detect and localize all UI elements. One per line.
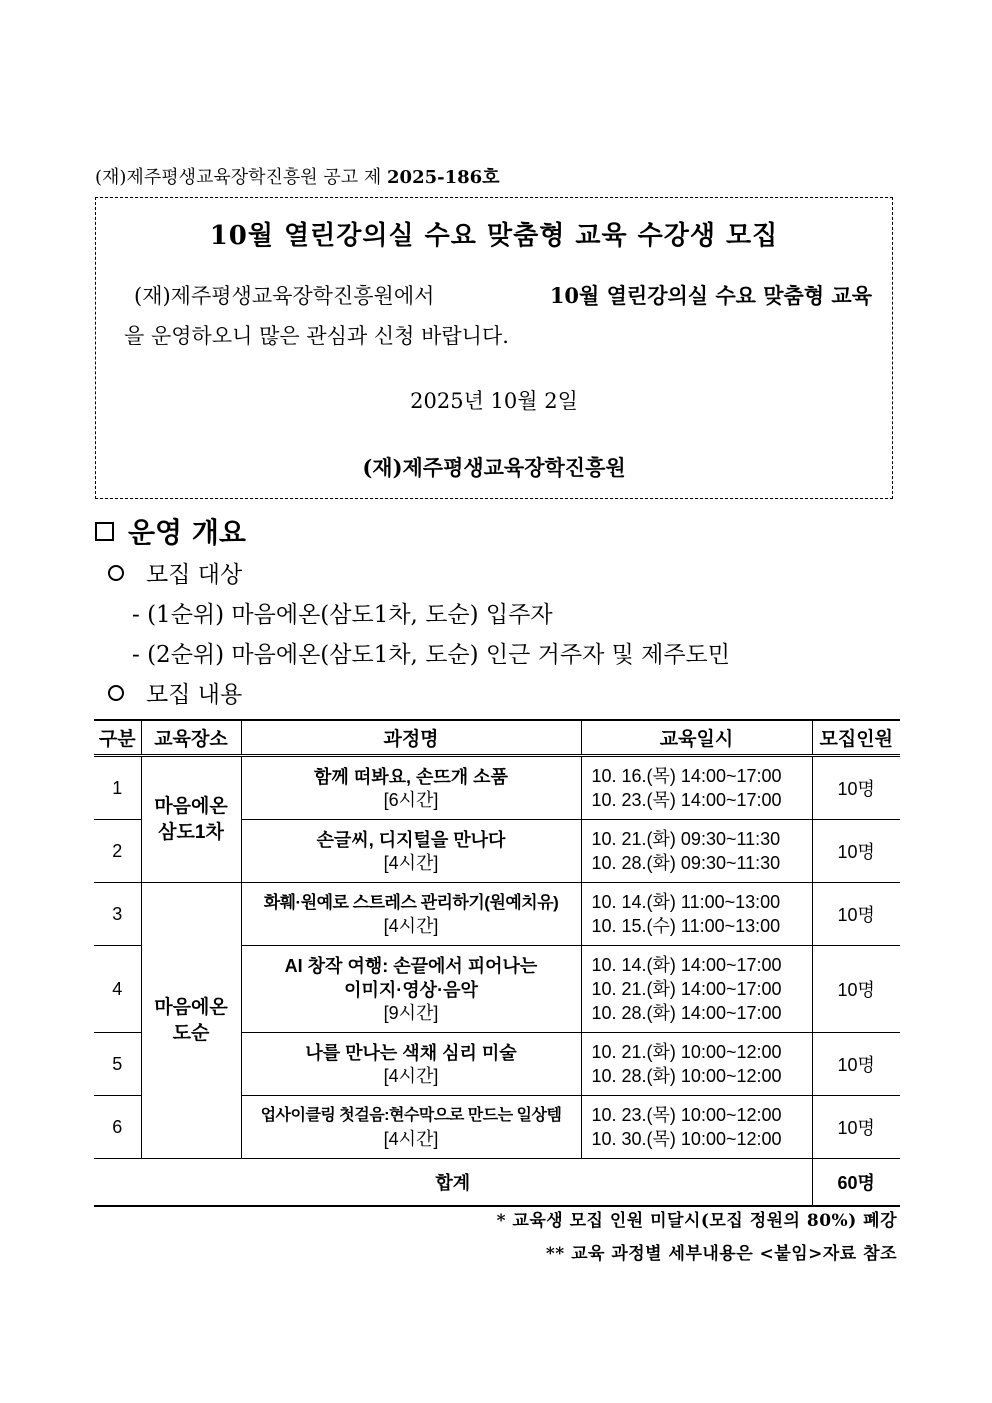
count-cell: 10명 <box>812 1033 900 1096</box>
course-cell <box>241 1096 581 1159</box>
circle-bullet-icon <box>108 685 124 701</box>
dates-cell: 10. 14.(화) 14:00~17:00 10. 21.(화) 14:00~17:00 10. 28.(화) 14:00~17:00 <box>581 946 812 1033</box>
target-label <box>108 556 242 589</box>
venue-cell: 마음에온 삼도1차 <box>141 756 241 883</box>
content-label <box>108 676 242 709</box>
course-hours: [4시간] <box>383 1129 439 1149</box>
section-heading <box>95 511 246 551</box>
section-heading-label: 운영 개요 <box>128 516 246 549</box>
row-no: 2 <box>94 820 141 883</box>
header-datetime: 교육일시 <box>581 720 812 756</box>
notice-title: 10월 열린강의실 수요 맞춤형 교육 수강생 모집 <box>209 221 779 251</box>
course-hours: [4시간] <box>383 853 439 873</box>
course-hours: [9시간] <box>383 1003 439 1023</box>
row-no: 3 <box>94 883 141 946</box>
header-count: 모집인원 <box>812 720 900 756</box>
table-row <box>94 756 900 820</box>
course-title: 나를 만나는 색채 심리 미술 <box>305 1043 517 1063</box>
target-item-2: - (2순위) 마음에온(삼도1차, 도순) 인근 거주자 및 제주도민 <box>132 642 730 668</box>
notice-date: 2025년 10월 2일 <box>410 389 578 413</box>
course-title: 손글씨, 디지털을 만나다 <box>316 830 506 850</box>
course-cell <box>241 883 581 946</box>
course-title: 화훼·원예로 스트레스 관리하기(원예치유) <box>263 893 559 912</box>
total-count: 60명 <box>812 1159 900 1207</box>
venue-cell: 마음에온 도순 <box>141 883 241 1159</box>
table-header-row <box>94 720 900 756</box>
notice-body-line2: 을 운영하오니 많은 관심과 신청 바랍니다. <box>124 324 509 348</box>
notice-number-value: 2025-186호 <box>387 167 500 188</box>
total-label: 합계 <box>94 1159 812 1207</box>
dates-cell: 10. 21.(화) 09:30~11:30 10. 28.(화) 09:30~11:30 <box>581 820 812 883</box>
notice-body-line1-a: (재)제주평생교육장학진흥원에서 <box>134 284 435 308</box>
course-cell <box>241 820 581 883</box>
table-row <box>94 883 900 946</box>
row-no: 4 <box>94 946 141 1033</box>
notice-number <box>95 163 500 189</box>
dates-cell: 10. 14.(화) 11:00~13:00 10. 15.(수) 11:00~13:00 <box>581 883 812 946</box>
dates-cell: 10. 23.(목) 10:00~12:00 10. 30.(목) 10:00~12:00 <box>581 1096 812 1159</box>
row-no: 1 <box>94 756 141 820</box>
course-cell <box>241 756 581 820</box>
row-no: 6 <box>94 1096 141 1159</box>
course-hours: [4시간] <box>383 1066 439 1086</box>
notice-number-prefix: (재)제주평생교육장학진흥원 공고 제 <box>95 167 388 188</box>
notice-body-line1 <box>124 276 872 316</box>
content-label-text: 모집 내용 <box>146 682 243 708</box>
course-title: 함께 떠봐요, 손뜨개 소품 <box>314 767 508 787</box>
count-cell: 10명 <box>812 1096 900 1159</box>
circle-bullet-icon <box>108 565 124 581</box>
target-item-1: - (1순위) 마음에온(삼도1차, 도순) 입주자 <box>132 602 553 628</box>
notice-body-line1-b: 10월 열린강의실 수요 맞춤형 교육 <box>549 283 872 308</box>
footnote-2: ** 교육 과정별 세부내용은 <붙임>자료 참조 <box>545 1244 897 1264</box>
header-venue: 교육장소 <box>141 720 241 756</box>
notice-org: (재)제주평생교육장학진흥원 <box>362 455 626 480</box>
course-cell <box>241 1033 581 1096</box>
course-title: 업사이클링 첫걸음:현수막으로 만드는 일상템 <box>260 1107 562 1124</box>
total-row <box>94 1159 900 1207</box>
square-bullet-icon <box>95 522 114 541</box>
course-hours: [4시간] <box>383 916 439 936</box>
count-cell: 10명 <box>812 756 900 820</box>
count-cell: 10명 <box>812 946 900 1033</box>
course-hours: [6시간] <box>383 790 439 810</box>
dates-cell: 10. 21.(화) 10:00~12:00 10. 28.(화) 10:00~12:00 <box>581 1033 812 1096</box>
notice-body <box>124 276 872 356</box>
dates-cell: 10. 16.(목) 14:00~17:00 10. 23.(목) 14:00~17:00 <box>581 756 812 820</box>
header-course: 과정명 <box>241 720 581 756</box>
row-no: 5 <box>94 1033 141 1096</box>
course-title: AI 창작 여행: 손끝에서 피어나는 이미지·영상·음악 <box>284 956 538 1000</box>
count-cell: 10명 <box>812 883 900 946</box>
header-no: 구분 <box>94 720 141 756</box>
notice-box <box>95 197 893 499</box>
recruit-table <box>94 719 900 1207</box>
count-cell: 10명 <box>812 820 900 883</box>
course-cell <box>241 946 581 1033</box>
footnote-1: * 교육생 모집 인원 미달시(모집 정원의 80%) 폐강 <box>496 1211 897 1231</box>
target-label-text: 모집 대상 <box>146 562 243 588</box>
